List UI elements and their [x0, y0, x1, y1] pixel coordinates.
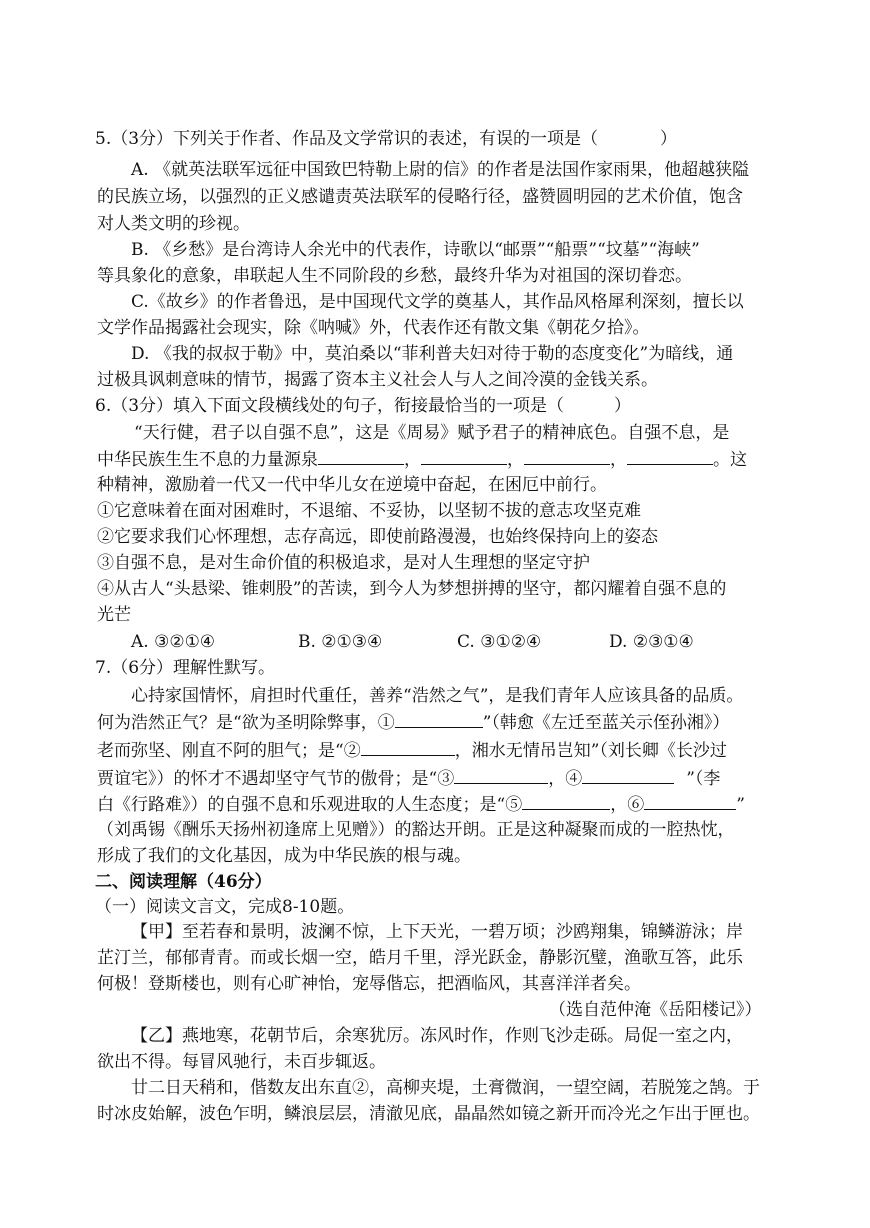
q7-blank-2[interactable]: [361, 737, 455, 756]
passage-jia-line2: 芷汀兰，郁郁青青。而或长烟一空，皓月千里，浮光跃金，静影沉璧，渔歌互答，此乐: [97, 948, 743, 968]
q5-option-b-line2: 等具象化的意象，串联起人生不同阶段的乡愁，最终升华为对祖国的深切眷恋。: [97, 266, 692, 286]
q6-blank-1[interactable]: [318, 446, 404, 465]
q7-blank-3[interactable]: [454, 765, 548, 784]
q6-passage-line2: 中华民族生生不息的力量源泉 ， ， ， 。这: [97, 446, 747, 473]
q6-stem: 6.（3分）填入下面文段横线处的句子，衔接最恰当的一项是（ ）: [95, 396, 632, 416]
q5-option-a-line1: A. 《就英法联军远征中国致巴特勒上尉的信》的作者是法国作家雨果，他超越狭隘: [131, 160, 750, 180]
q6-blank-2[interactable]: [421, 446, 507, 465]
passage-yi-line1: 【乙】燕地寒，花朝节后，余寒犹厉。冻风时作，作则飞沙走砾。局促一室之内，: [131, 1026, 743, 1046]
q7-line4: 贾谊宅》）的怀才不遇却坚守气节的傲骨；是“③ ，④ ”（李: [97, 765, 720, 792]
q7-stem: 7.（6分）理解性默写。: [95, 658, 276, 678]
q7-blank-4[interactable]: [582, 765, 674, 784]
q5-option-a-line3: 对人类文明的珍视。: [97, 214, 250, 234]
q6-passage-line1: “天行健，君子以自强不息”，这是《周易》赋予君子的精神底色。自强不息，是: [134, 423, 730, 443]
q5-option-c-line1: C.《故乡》的作者鲁迅，是中国现代文学的奠基人，其作品风格犀利深刻，擅长以: [131, 292, 744, 312]
q6-choice-d[interactable]: D. ②③①④: [609, 632, 694, 652]
q5-option-d-line1: D. 《我的叔叔于勒》中，莫泊桑以“菲利普夫妇对待于勒的态度变化”为暗线，通: [131, 344, 734, 364]
q6-blank-3[interactable]: [524, 446, 610, 465]
q7-blank-1[interactable]: [395, 709, 483, 728]
q6-sentence-1: ①它意味着在面对困难时，不退缩、不妥协，以坚韧不拔的意志攻坚克难: [97, 501, 641, 521]
section-2-subheading: （一）阅读文言文，完成8-10题。: [95, 897, 355, 917]
q6-sentence-4-line2: 光芒: [97, 605, 131, 625]
q6-sentence-4-line1: ④从古人“头悬梁、锥刺股”的苦读，到今人为梦想拼搏的坚守，都闪耀着自强不息的: [97, 579, 727, 599]
passage-jia-line3: 何极！登斯楼也，则有心旷神怡，宠辱偕忘，把酒临风，其喜洋洋者矣。: [97, 974, 641, 994]
q6-sentence-3: ③自强不息，是对生命价值的积极追求，是对人生理想的坚定守护: [97, 553, 590, 573]
q6-choice-c[interactable]: C. ③①②④: [457, 632, 542, 652]
q5-option-a-line2: 的民族立场，以强烈的正义感谴责英法联军的侵略行径，盛赞圆明园的艺术价值，饱含: [97, 187, 743, 207]
q5-option-c-line2: 文学作品揭露社会现实，除《呐喊》外，代表作还有散文集《朝花夕拾》。: [97, 318, 650, 338]
q7-blank-6[interactable]: [644, 791, 736, 810]
passage-jia-source: （选自范仲淹《岳阳楼记》）: [549, 1000, 762, 1020]
q7-line3: 老而弥坚、刚直不阿的胆气；是“② ，湘水无情吊岂知”（刘长卿《长沙过: [97, 737, 727, 764]
section-2-heading: 二、阅读理解（46分）: [95, 872, 272, 892]
q6-passage-line3: 种精神，激励着一代又一代中华儿女在逆境中奋起，在困厄中前行。: [97, 475, 607, 495]
q5-option-b-line1: B. 《乡愁》是台湾诗人余光中的代表作，诗歌以“邮票”“船票”“坟墓”“海峡”: [131, 240, 700, 260]
q5-stem: 5.（3分）下列关于作者、作品及文学常识的表述，有误的一项是（ ）: [95, 129, 678, 149]
passage-jia-line1: 【甲】至若春和景明，波澜不惊，上下天光，一碧万顷；沙鸥翔集，锦鳞游泳；岸: [131, 922, 743, 942]
q6-choice-b[interactable]: B. ②①③④: [298, 632, 383, 652]
q7-line7: 形成了我们的文化基因，成为中华民族的根与魂。: [97, 846, 471, 866]
q5-option-d-line2: 过极具讽刺意味的情节，揭露了资本主义社会人与人之间冷漠的金钱关系。: [97, 370, 658, 390]
passage-yi-line2: 欲出不得。每冒风驰行，未百步辄返。: [97, 1052, 386, 1072]
q6-choice-a[interactable]: A. ③②①④: [131, 632, 216, 652]
passage-yi-line3: 廿二日天稍和，偕数友出东直②，高柳夹堤，土膏微润，一望空阔，若脱笼之鹄。于: [131, 1078, 760, 1098]
q7-line2: 何为浩然正气？是“欲为圣明除弊事，① ”（韩愈《左迁至蓝关示侄孙湘》）: [97, 709, 729, 736]
q6-blank-4[interactable]: [627, 446, 713, 465]
passage-yi-line4: 时冰皮始解，波色乍明，鳞浪层层，清澈见底，晶晶然如镜之新开而冷光之乍出于匣也。: [97, 1104, 760, 1124]
q7-line6: （刘禹锡《酬乐天扬州初逢席上见赠》）的豁达开朗。正是这种凝聚而成的一腔热忱，: [97, 820, 735, 840]
q7-line1: 心持家国情怀，肩担时代重任，善养“浩然之气”，是我们青年人应该具备的品质。: [131, 686, 744, 706]
q6-sentence-2: ②它要求我们心怀理想，志存高远，即使前路漫漫，也始终保持向上的姿态: [97, 527, 658, 547]
q7-blank-5[interactable]: [522, 791, 610, 810]
q7-line5: 白《行路难》）的自强不息和乐观进取的人生态度；是“⑤ ，⑥ ”: [97, 791, 745, 818]
